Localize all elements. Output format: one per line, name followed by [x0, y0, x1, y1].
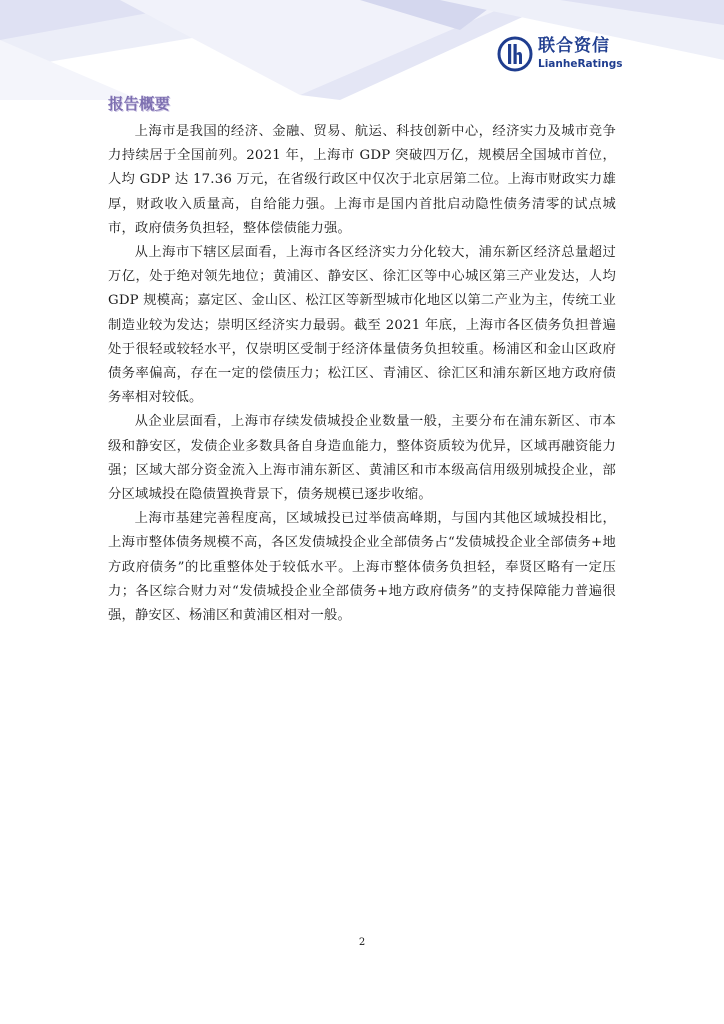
page-number: 2: [358, 937, 366, 948]
section-title: 报告概要: [108, 95, 171, 113]
logo-name-en: LianheRatings: [538, 58, 623, 71]
report-summary-body: [108, 120, 616, 628]
logo-name-cn: 联合资信: [538, 36, 610, 57]
company-logo: [497, 36, 622, 72]
summary-paragraph: 从企业层面看，上海市存续发债城投企业数量一般，主要分布在浦东新区、市本级和静安区，发债企业多数具备自身造血能力，整体资质较为优异，区域再融资能力强；区域大部分资金流入上海市浦东新区、黄浦区和市本级高信用级别城投企业，部分区域城投在隐债置换背景下，债务规模已逐步收缩。: [108, 414, 616, 503]
lianhe-logo-icon: [497, 36, 533, 72]
summary-paragraph: 上海市是我国的经济、金融、贸易、航运、科技创新中心，经济实力及城市竞争力持续居于全国前列。2021 年，上海市 GDP 突破四万亿，规模居全国城市首位，人均 GDP 达 17.36 万元，在省级行政区中仅次于北京居第二位。上海市财政实力雄厚，财政收入质量高，自给能力强。上海市是国内首批启动隐性债务清零的试点城市，政府债务负担轻，整体偿债能力强。: [108, 124, 616, 236]
summary-paragraph: 上海市基建完善程度高，区域城投已过举债高峰期，与国内其他区域城投相比，上海市整体债务规模不高，各区发债城投企业全部债务占“发债城投企业全部债务+地方政府债务”的比重整体处于较低水平。上海市整体债务负担轻，奉贤区略有一定压力；各区综合财力对“发债城投企业全部债务+地方政府债务”的支持保障能力普遍很强，静安区、杨浦区和黄浦区相对一般。: [108, 511, 616, 624]
summary-paragraph: 从上海市下辖区层面看，上海市各区经济实力分化较大，浦东新区经济总量超过万亿，处于绝对领先地位；黄浦区、静安区、徐汇区等中心城区第三产业发达，人均 GDP 规模高；嘉定区、金山区、松江区等新型城市化地区以第二产业为主，传统工业制造业较为发达；崇明区经济实力最弱。截至 2021 年底，上海市各区债务负担普遍处于很轻或较轻水平，仅崇明区受制于经济体量债务负担较重。杨浦区和金山区政府债务率偏高，存在一定的偿债压力；松江区、青浦区、徐汇区和浦东新区地方政府债务率相对较低。: [108, 245, 616, 406]
